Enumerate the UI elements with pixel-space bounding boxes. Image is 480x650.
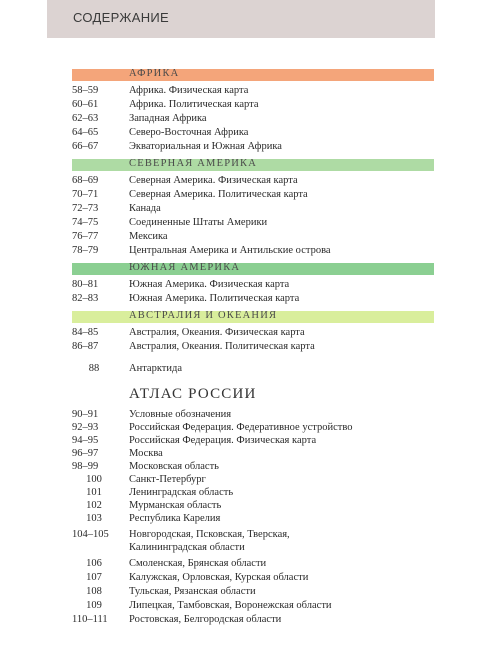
page-range: 84–85 (72, 327, 99, 338)
entry-title: Западная Африка (129, 113, 207, 124)
page-range: 107 (86, 572, 102, 583)
page-range: 70–71 (72, 189, 99, 200)
section-header-oceania (72, 311, 434, 323)
entry-title: Соединенные Штаты Америки (129, 217, 268, 228)
page-range: 94–95 (72, 435, 99, 446)
section-header-north-america (72, 159, 434, 171)
section-header-south-america (72, 263, 434, 275)
entry-title: Липецкая, Тамбовская, Воронежская области (129, 600, 332, 611)
page-range: 68–69 (72, 175, 99, 186)
entry-title: Северная Америка. Физическая карта (129, 175, 298, 186)
entry-title: Австралия, Океания. Политическая карта (129, 341, 315, 352)
page-range: 96–97 (72, 448, 99, 459)
entry-title: Республика Карелия (129, 513, 221, 524)
section-heading-russia: АТЛАС РОССИИ (129, 386, 257, 402)
page-range: 98–99 (72, 461, 99, 472)
page-range: 110–111 (72, 614, 108, 625)
page-range: 82–83 (72, 293, 99, 304)
page-range: 109 (86, 600, 102, 611)
page-range: 76–77 (72, 231, 99, 242)
page-range: 80–81 (72, 279, 99, 290)
entry-title: Российская Федерация. Федеративное устройство (129, 422, 353, 433)
page-range: 101 (86, 487, 102, 498)
entry-title: Смоленская, Брянская области (129, 558, 267, 569)
page-range: 60–61 (72, 99, 99, 110)
page-range: 66–67 (72, 141, 99, 152)
entry-title: Мурманская область (129, 500, 222, 511)
entry-title: Условные обозначения (129, 409, 232, 420)
page-range: 102 (86, 500, 102, 511)
entry-title: Канада (129, 203, 161, 214)
page-header (47, 0, 435, 38)
entry-title: Новгородская, Псковская, Тверская, (129, 529, 290, 540)
section-label: АФРИКА (129, 68, 180, 79)
entry-title: Африка. Политическая карта (129, 99, 259, 110)
page-range: 78–79 (72, 245, 99, 256)
section-label: СЕВЕРНАЯ АМЕРИКА (129, 158, 258, 169)
page-range: 108 (86, 586, 102, 597)
entry-title: Южная Америка. Физическая карта (129, 279, 290, 290)
entry-title: Калининградская области (129, 542, 245, 553)
entry-title: Центральная Америка и Антильские острова (129, 245, 331, 256)
page-range: 100 (86, 474, 102, 485)
page-range: 103 (86, 513, 102, 524)
section-header-africa (72, 69, 434, 81)
page-range: 64–65 (72, 127, 99, 138)
page-range: 62–63 (72, 113, 99, 124)
page-title: СОДЕРЖАНИЕ (73, 10, 170, 25)
entry-title: Северная Америка. Политическая карта (129, 189, 308, 200)
page-range: 74–75 (72, 217, 99, 228)
page-range: 58–59 (72, 85, 99, 96)
entry-title: Африка. Физическая карта (129, 85, 249, 96)
entry-title: Москва (129, 448, 163, 459)
section-label: АВСТРАЛИЯ И ОКЕАНИЯ (129, 310, 278, 321)
entry-title: Ростовская, Белгородская области (129, 614, 282, 625)
entry-title: Российская Федерация. Физическая карта (129, 435, 317, 446)
entry-title: Мексика (129, 231, 168, 242)
entry-title: Тульская, Рязанская области (129, 586, 256, 597)
entry-title: Калужская, Орловская, Курская области (129, 572, 309, 583)
entry-title: Санкт-Петербург (129, 474, 206, 485)
page-range: 88 (88, 363, 100, 374)
entry-title: Ленинградская область (129, 487, 234, 498)
page-range: 104–105 (72, 529, 109, 540)
entry-title: Московская область (129, 461, 219, 472)
page-range: 106 (86, 558, 102, 569)
entry-title: Северо-Восточная Африка (129, 127, 249, 138)
entry-title: Экваториальная и Южная Африка (129, 141, 282, 152)
section-label: ЮЖНАЯ АМЕРИКА (129, 262, 241, 273)
entry-title: Южная Америка. Политическая карта (129, 293, 300, 304)
page-range: 86–87 (72, 341, 99, 352)
entry-title: Австралия, Океания. Физическая карта (129, 327, 305, 338)
page-range: 92–93 (72, 422, 99, 433)
page-range: 90–91 (72, 409, 99, 420)
page-range: 72–73 (72, 203, 99, 214)
entry-title: Антарктида (129, 363, 183, 374)
